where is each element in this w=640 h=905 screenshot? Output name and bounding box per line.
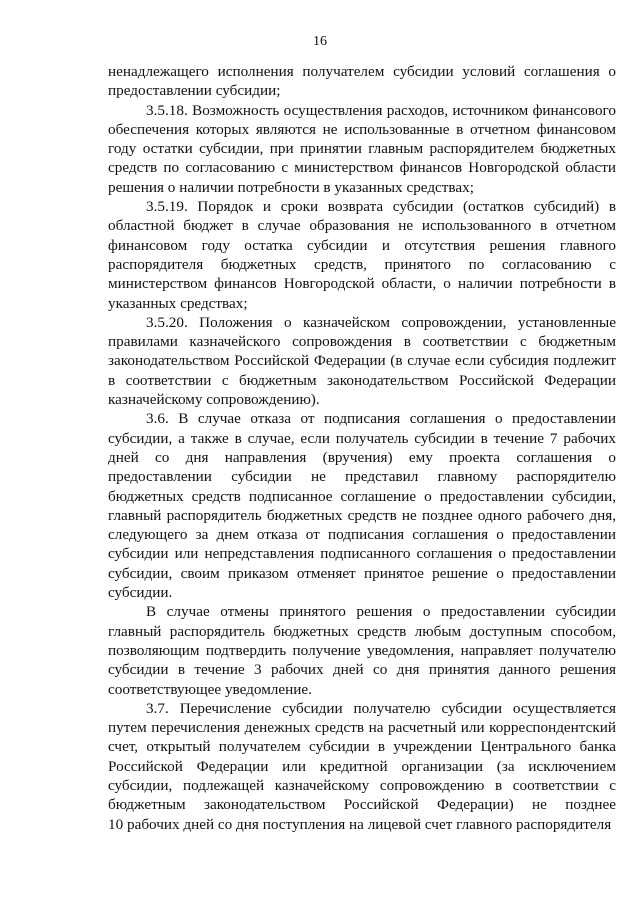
text-line: соответствующее уведомление. xyxy=(108,680,312,698)
text-line: Российской Федерации или кредитной организации (за исключением xyxy=(108,757,616,775)
text-line: областной бюджет в случае образования не использованного в отчетном xyxy=(108,217,616,235)
text-line: 3.5.18. Возможность осуществления расходов, источником финансового xyxy=(146,101,616,119)
text-line: ненадлежащего исполнения получателем субсидии условий соглашения о xyxy=(108,63,616,80)
text-line: решения о наличии потребности в указанных средствах; xyxy=(108,178,474,196)
text-line: субсидии, а также в случае, если получатель субсидии в течение 7 рабочих xyxy=(108,429,616,447)
paragraph xyxy=(108,101,616,197)
text-line: следующего за днем отказа от подписания соглашения о предоставлении xyxy=(108,526,616,544)
text-line: дней со дня направления (вручения) ему проекта соглашения о xyxy=(108,448,616,466)
paragraph xyxy=(108,602,616,698)
text-line: субсидии или непредставления подписанного соглашения о предоставлении xyxy=(108,545,616,563)
paragraph xyxy=(108,699,616,834)
text-line: предоставлении субсидии; xyxy=(108,82,281,100)
text-line: указанных средствах; xyxy=(108,294,248,312)
document-body xyxy=(108,62,616,834)
text-line: субсидии. xyxy=(108,584,173,602)
page-number: 16 xyxy=(313,34,327,49)
text-line: счет, открытый получателем субсидии в учреждении Центрального банка xyxy=(108,738,616,756)
text-line: министерством финансов Новгородской области, о наличии потребности в xyxy=(108,275,616,293)
text-line: главный распорядитель бюджетных средств любым доступным способом, xyxy=(108,622,616,640)
paragraph xyxy=(108,409,616,602)
text-line: путем перечисления денежных средств на расчетный или корреспондентский xyxy=(108,719,616,737)
text-line: распорядителя бюджетных средств, принятого по согласованию с xyxy=(108,255,616,273)
text-line: обеспечения которых являются не использованные в отчетном финансовом xyxy=(108,120,616,138)
text-line: в соответствии с бюджетным законодательством Российской Федерации xyxy=(108,371,616,389)
text-line: В случае отмены принятого решения о предоставлении субсидии xyxy=(146,603,616,621)
text-line: 3.5.19. Порядок и сроки возврата субсидии (остатков субсидий) в xyxy=(146,198,616,216)
text-line: бюджетным законодательством Российской Федерации) не позднее xyxy=(108,796,616,814)
text-line: 3.7. Перечисление субсидии получателю субсидии осуществляется xyxy=(146,699,616,717)
text-line: субсидии, своим приказом отменяет принятое решение о предоставлении xyxy=(108,564,616,582)
text-line: субсидии в течение 3 рабочих дней со дня принятия данного решения xyxy=(108,661,616,679)
text-line: главный распорядитель бюджетных средств не позднее одного рабочего дня, xyxy=(108,506,616,524)
text-line: позволяющим подтвердить получение уведомления, направляет получателю xyxy=(108,641,616,659)
text-line: субсидии, подлежащей казначейскому сопровождению в соответствии с xyxy=(108,776,616,794)
paragraph xyxy=(108,313,616,409)
text-line: правилами казначейского сопровождения в соответствии с бюджетным xyxy=(108,333,616,351)
text-line: казначейскому сопровождению). xyxy=(108,391,320,409)
text-line: году остатки субсидии, при принятии главным распорядителем бюджетных xyxy=(108,140,616,158)
text-line: 10 рабочих дней со дня поступления на лицевой счет главного распорядителя xyxy=(108,815,612,833)
text-line: 3.6. В случае отказа от подписания соглашения о предоставлении xyxy=(146,410,616,428)
text-line: законодательством Российской Федерации (в случае если субсидия подлежит xyxy=(108,352,616,370)
text-line: бюджетных средств подписанное соглашение о предоставлении субсидии, xyxy=(108,487,616,505)
paragraph xyxy=(108,62,616,101)
text-line: средств по согласованию с министерством финансов Новгородской области xyxy=(108,159,616,177)
text-line: предоставлении субсидии не представил главному распорядителю xyxy=(108,468,616,486)
text-line: 3.5.20. Положения о казначейском сопровождении, установленные xyxy=(146,313,616,331)
text-line: финансовом году остатка субсидии и отсутствия решения главного xyxy=(108,236,616,254)
paragraph xyxy=(108,197,616,313)
